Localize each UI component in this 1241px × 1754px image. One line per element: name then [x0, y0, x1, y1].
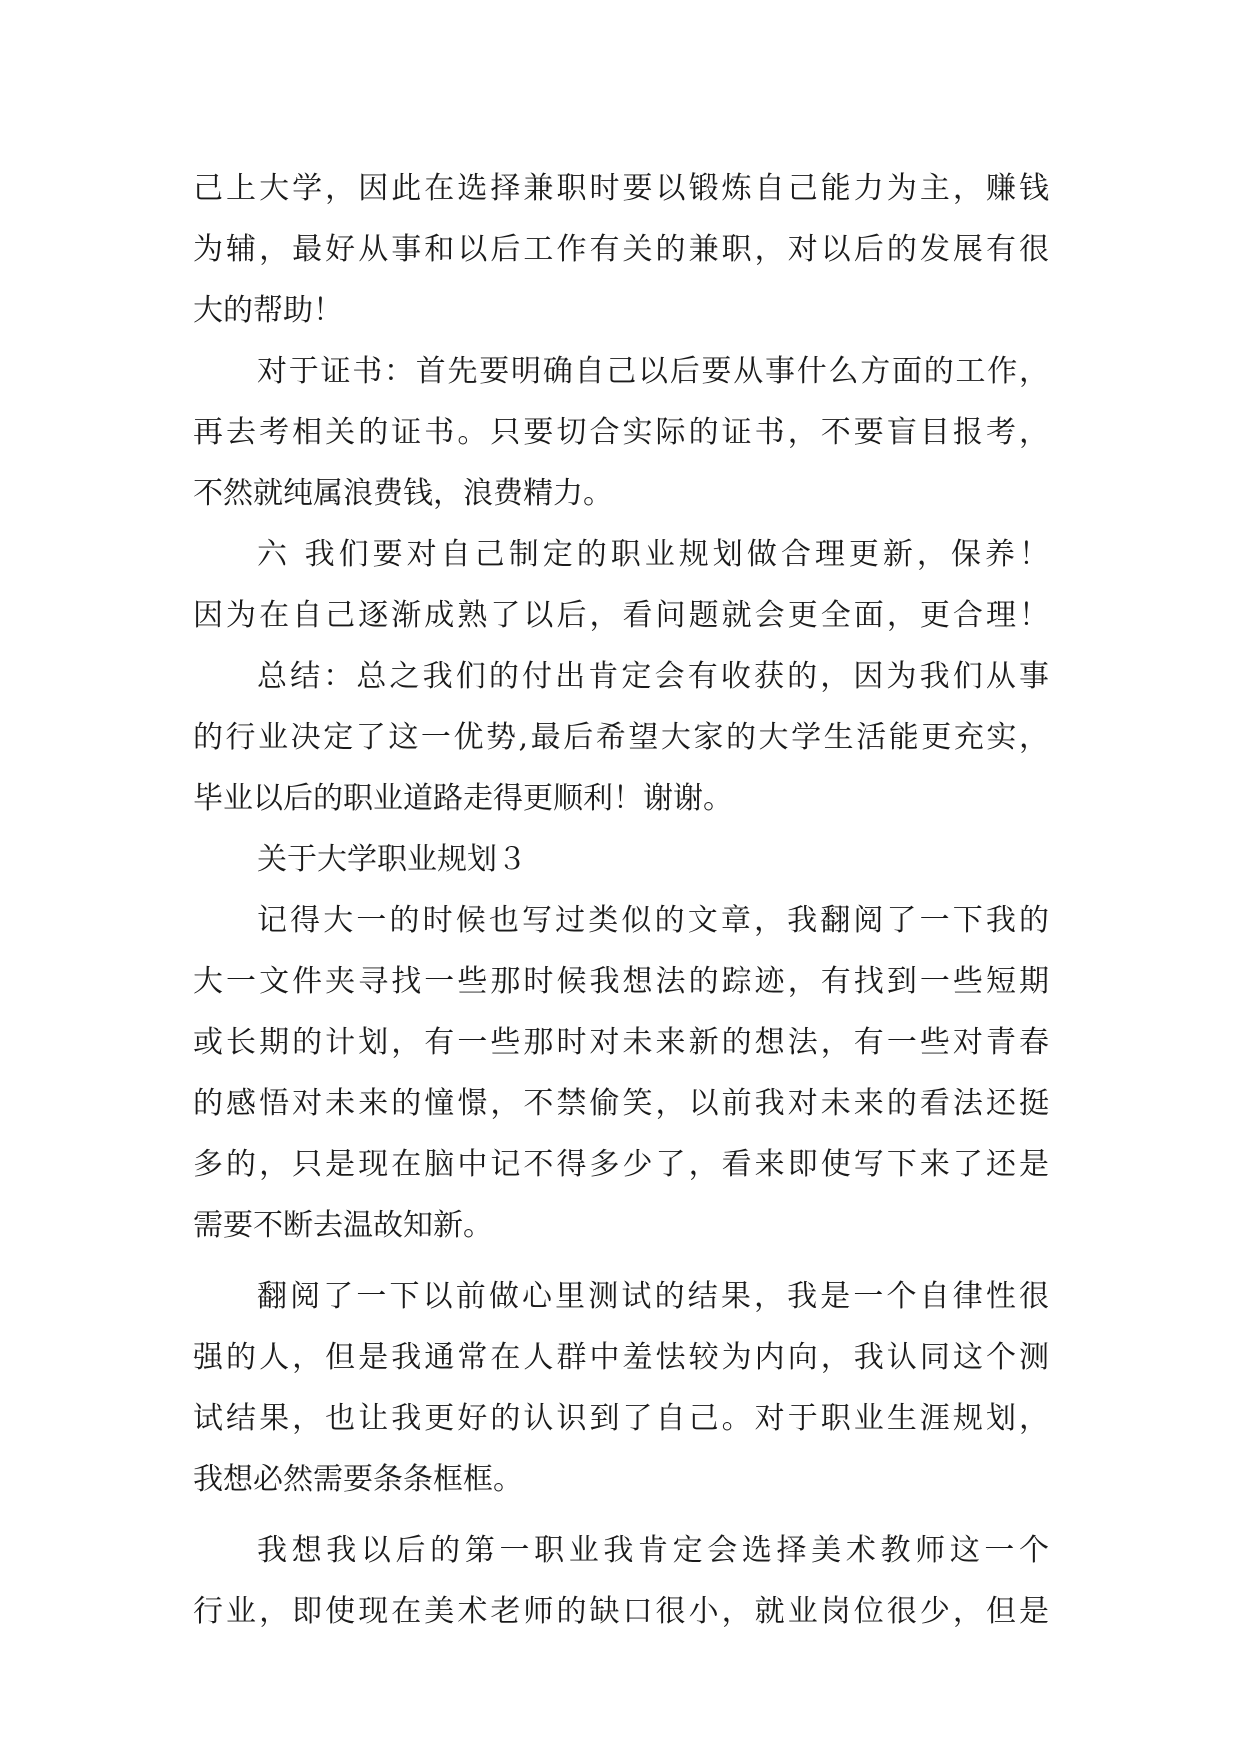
text-line: 试结果，也让我更好的认识到了自己。对于职业生涯规划， — [193, 1401, 1049, 1436]
text-line: 六 我们要对自己制定的职业规划做合理更新，保养！ — [257, 537, 1049, 572]
text-line: 己上大学，因此在选择兼职时要以锻炼自己能力为主，赚钱 — [193, 171, 1049, 206]
text-line: 的行业决定了这一优势,最后希望大家的大学生活能更充实， — [193, 720, 1049, 755]
text-line: 行业，即使现在美术老师的缺口很小，就业岗位很少，但是 — [193, 1594, 1049, 1629]
text-line: 大的帮助！ — [193, 293, 343, 328]
section-heading: 关于大学职业规划３ — [257, 842, 527, 877]
text-line: 因为在自己逐渐成熟了以后，看问题就会更全面，更合理！ — [193, 598, 1049, 633]
text-line: 的感悟对未来的憧憬，不禁偷笑，以前我对未来的看法还挺 — [193, 1086, 1049, 1121]
text-line: 或长期的计划，有一些那时对未来新的想法，有一些对青春 — [193, 1025, 1049, 1060]
text-line: 多的，只是现在脑中记不得多少了，看来即使写下来了还是 — [193, 1147, 1049, 1182]
text-line: 毕业以后的职业道路走得更顺利！谢谢。 — [193, 781, 733, 816]
text-line: 对于证书：首先要明确自己以后要从事什么方面的工作， — [257, 354, 1049, 389]
paragraph-gap — [193, 1256, 1049, 1266]
document-body — [193, 158, 1049, 1642]
text-line: 翻阅了一下以前做心里测试的结果，我是一个自律性很 — [257, 1279, 1049, 1314]
text-line: 大一文件夹寻找一些那时候我想法的踪迹，有找到一些短期 — [193, 964, 1049, 999]
text-line: 需要不断去温故知新。 — [193, 1208, 493, 1243]
text-line: 再去考相关的证书。只要切合实际的证书，不要盲目报考， — [193, 415, 1049, 450]
text-line: 强的人，但是我通常在人群中羞怯较为内向，我认同这个测 — [193, 1340, 1049, 1375]
text-line: 总结：总之我们的付出肯定会有收获的，因为我们从事 — [257, 659, 1049, 694]
text-line: 记得大一的时候也写过类似的文章，我翻阅了一下我的 — [257, 903, 1049, 938]
text-line: 我想必然需要条条框框。 — [193, 1462, 523, 1497]
text-line: 我想我以后的第一职业我肯定会选择美术教师这一个 — [257, 1533, 1049, 1568]
text-line: 不然就纯属浪费钱，浪费精力。 — [193, 476, 613, 511]
paragraph-gap — [193, 1510, 1049, 1520]
text-line: 为辅，最好从事和以后工作有关的兼职，对以后的发展有很 — [193, 232, 1049, 267]
